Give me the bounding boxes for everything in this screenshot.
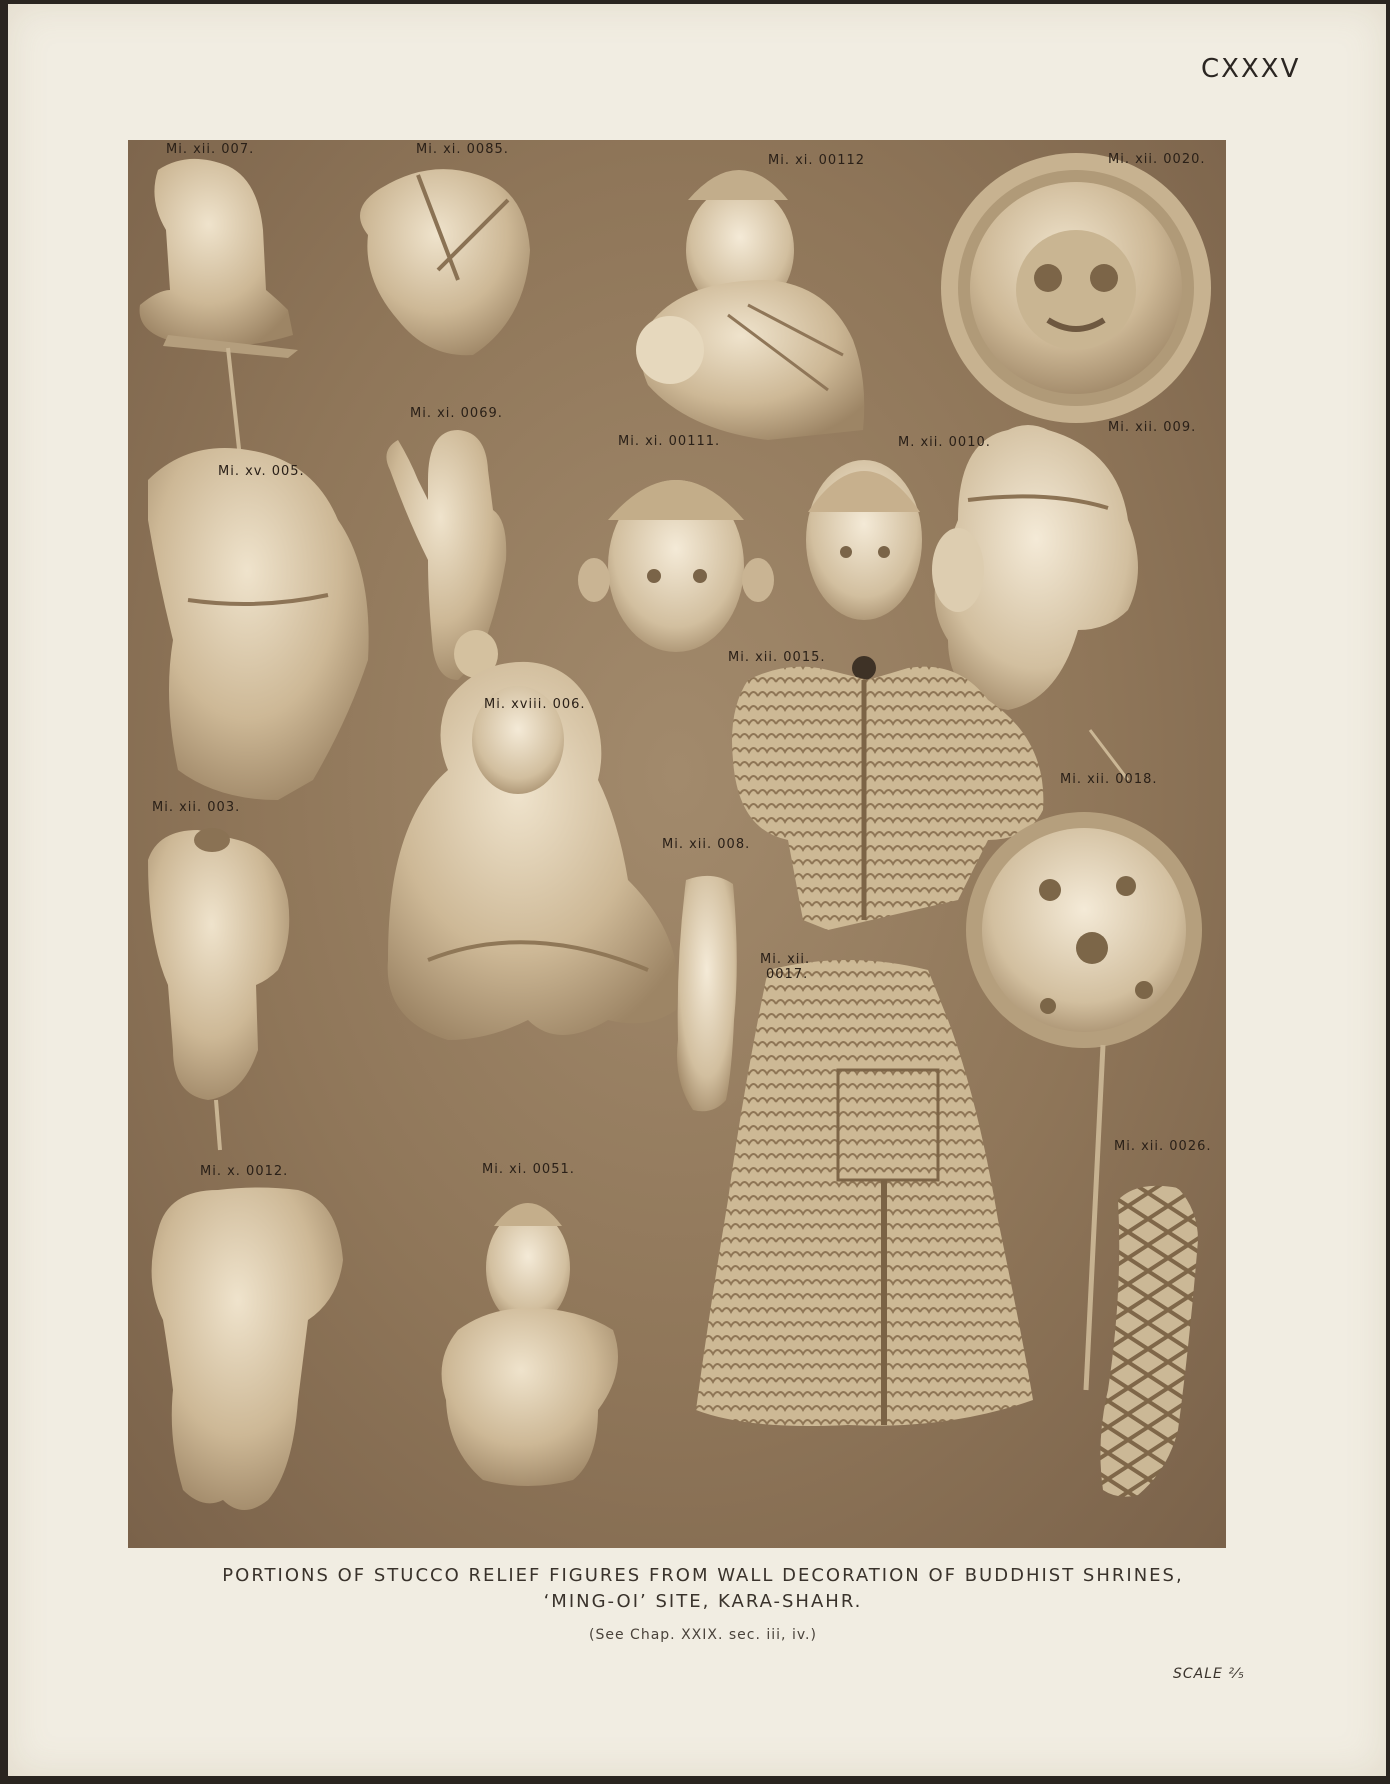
figure-m-xii-0010: [806, 460, 922, 620]
figure-label: Mi. xi. 00112: [768, 153, 866, 168]
photographic-plate: [128, 140, 1226, 1548]
book-page: [8, 4, 1386, 1776]
figure-label: 0017.: [766, 967, 809, 982]
plate-caption-line-2: ‘MING-OI’ SITE, KARA-SHAHR.: [543, 1591, 863, 1612]
figure-label: M. xii. 0010.: [898, 435, 991, 450]
figure-label: Mi. xii. 008.: [662, 837, 751, 852]
figure-mi-x-0012: [152, 1188, 343, 1511]
figure-label: Mi. x. 0012.: [200, 1164, 289, 1179]
figure-label: Mi. xii. 0020.: [1108, 152, 1206, 167]
scale-note: SCALE ²⁄₅: [1173, 1666, 1245, 1682]
figure-label: Mi. xii. 0018.: [1060, 772, 1158, 787]
figure-mi-xii-003: [148, 828, 289, 1150]
figure-label: Mi. xii. 009.: [1108, 420, 1197, 435]
plate-caption-line-1: PORTIONS OF STUCCO RELIEF FIGURES FROM WALL DECORATION OF BUDDHIST SHRINES,: [222, 1565, 1184, 1586]
figure-mi-xi-0085: [360, 169, 530, 355]
figure-label: Mi. xviii. 006.: [484, 697, 586, 712]
figure-label: Mi. xii.: [760, 952, 811, 967]
figure-mi-xii-009: [932, 425, 1138, 710]
plate-caption-reference: (See Chap. XXIX. sec. iii, iv.): [589, 1627, 817, 1643]
figure-label: Mi. xii. 0026.: [1114, 1139, 1212, 1154]
figure-mi-xii-0026: [1100, 1186, 1198, 1497]
plate-number: CXXXV: [1201, 54, 1301, 84]
figure-label: Mi. xii. 003.: [152, 800, 241, 815]
figure-mi-xi-0051: [442, 1203, 618, 1486]
figure-mi-xii-008: [677, 876, 737, 1111]
figure-mi-xi-00112: [636, 170, 864, 440]
figure-mi-xii-007: [140, 159, 298, 458]
figure-label: Mi. xii. 0015.: [728, 650, 826, 665]
figure-mi-xi-0069: [386, 430, 506, 680]
figure-label: Mi. xi. 0085.: [416, 142, 509, 157]
figure-label: Mi. xi. 0051.: [482, 1162, 575, 1177]
figure-label: Mi. xv. 005.: [218, 464, 305, 479]
figure-mi-xi-00111: [578, 480, 774, 652]
figure-label: Mi. xi. 00111.: [618, 434, 721, 449]
figure-mi-xviii-006: [388, 662, 678, 1040]
figure-mi-xv-005: [148, 448, 369, 800]
figure-label: Mi. xii. 007.: [166, 142, 255, 157]
figure-mi-xii-0017: [696, 960, 1033, 1426]
figure-label: Mi. xi. 0069.: [410, 406, 503, 421]
figure-mi-xii-0020: [941, 153, 1211, 423]
